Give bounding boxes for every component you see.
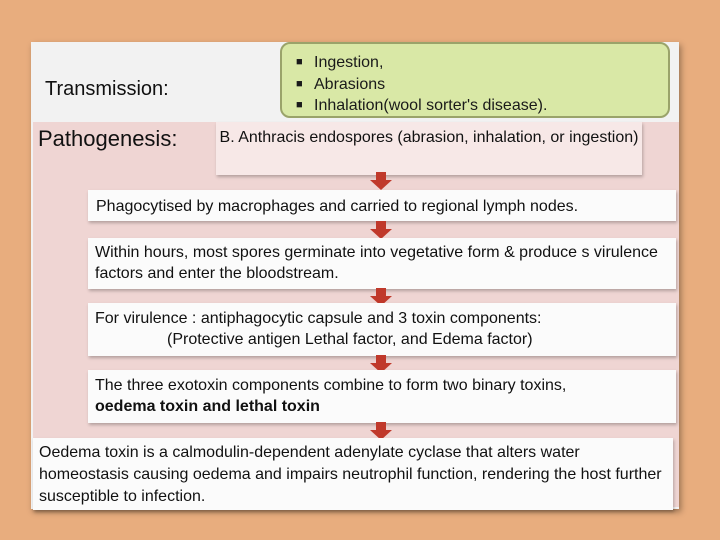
down-arrow-icon — [370, 221, 392, 239]
exotoxin-line: The three exotoxin components combine to form two binary toxins, — [95, 377, 567, 394]
list-item: ■ Inhalation(wool sorter's disease). — [296, 97, 548, 114]
toxin-components-line: (Protective antigen Lethal factor, and Edema factor) — [167, 331, 533, 348]
pathogenesis-label: Pathogenesis: — [38, 126, 178, 151]
list-item: ■ Abrasions — [296, 75, 386, 93]
step-box-germinate: Within hours, most spores germinate into vegetative form & produce s virulence factors and enter the bloodstream. — [88, 238, 676, 289]
square-bullet-icon: ■ — [296, 77, 303, 90]
step-box-exotoxin — [88, 370, 676, 423]
step-box-spores: B. Anthracis endospores (abrasion, inhalation, or ingestion) — [216, 122, 642, 175]
step-box-virulence — [88, 303, 676, 356]
transmission-label: Transmission: — [45, 78, 169, 100]
binary-toxins-line: oedema toxin and lethal toxin — [95, 398, 320, 415]
down-arrow-icon — [370, 172, 392, 190]
transmission-list — [296, 52, 668, 117]
transmission-box — [280, 42, 670, 118]
step-box-oedema-toxin: Oedema toxin is a calmodulin-dependent adenylate cyclase that alters water homeostasis causing oedema and impairs neutrophil function, rendering the host further susceptible to infection. — [33, 438, 673, 510]
square-bullet-icon: ■ — [296, 56, 303, 68]
list-item: ■ Ingestion, — [296, 54, 384, 71]
step-box-phagocytised: Phagocytised by macrophages and carried to regional lymph nodes. — [88, 190, 676, 221]
virulence-line: For virulence : antiphagocytic capsule and 3 toxin components: — [95, 310, 542, 327]
square-bullet-icon: ■ — [296, 99, 303, 111]
